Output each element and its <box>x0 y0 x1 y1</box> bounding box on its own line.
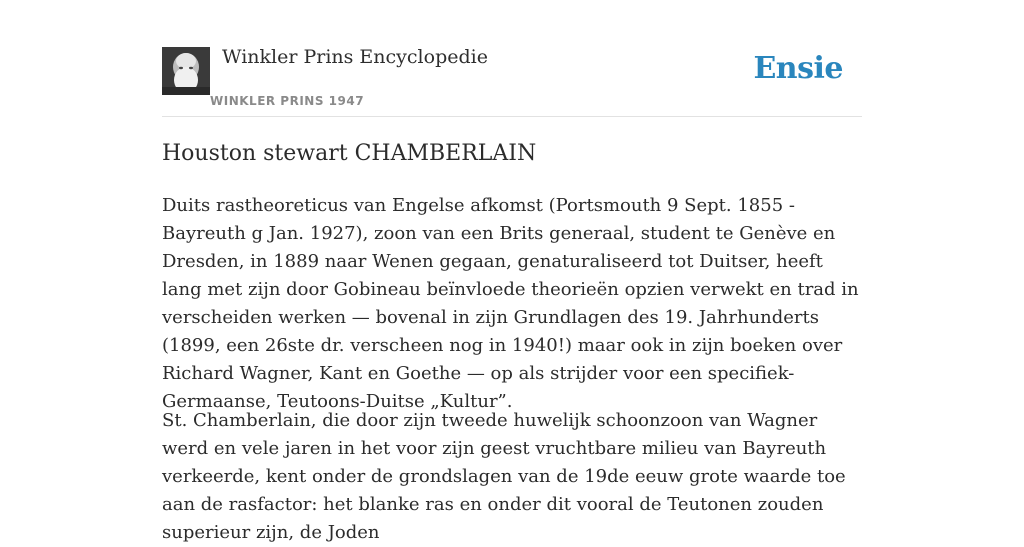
brand-logo[interactable]: Ensie <box>753 51 843 86</box>
article-paragraph-1: Duits rastheoreticus van Engelse afkomst (Portsmouth 9 Sept. 1855 - Bayreuth g Jan. 1927), zoon van een Brits generaal, student te Genève en Dresden, in 1889 naar Wenen gegaan, genaturaliseerd tot Duitser, heeft lang met zijn door Gobineau beïnvloede theorieën opzien verwekt en trad in verscheiden werken — bovenal in zijn Grundlagen des 19. Jahrhunderts (1899, een 26ste dr. verscheen nog in 1940!) maar ook in zijn boeken over Richard Wagner, Kant en Goethe — op als strijder voor een specifiek-Germaanse, Teutoons-Duitse „Kultur”. <box>162 195 859 412</box>
page-container <box>162 0 862 543</box>
article-title: Houston stewart CHAMBERLAIN <box>162 141 537 166</box>
source-subtitle[interactable]: WINKLER PRINS 1947 <box>210 94 365 108</box>
article-paragraph-2: St. Chamberlain, die door zijn tweede huwelijk schoonzoon van Wagner werd en vele jaren in het voor zijn geest vruchtbare milieu van Bayreuth verkeerde, kent onder de grondslagen van de 19de eeuw grote waarde toe aan de rasfactor: het blanke ras en onder dit vooral de Teutonen zouden superieur zijn, de Joden <box>162 410 846 543</box>
source-header <box>162 0 862 117</box>
portrait-avatar-icon[interactable] <box>162 47 210 95</box>
source-title[interactable]: Winkler Prins Encyclopedie <box>222 46 488 68</box>
